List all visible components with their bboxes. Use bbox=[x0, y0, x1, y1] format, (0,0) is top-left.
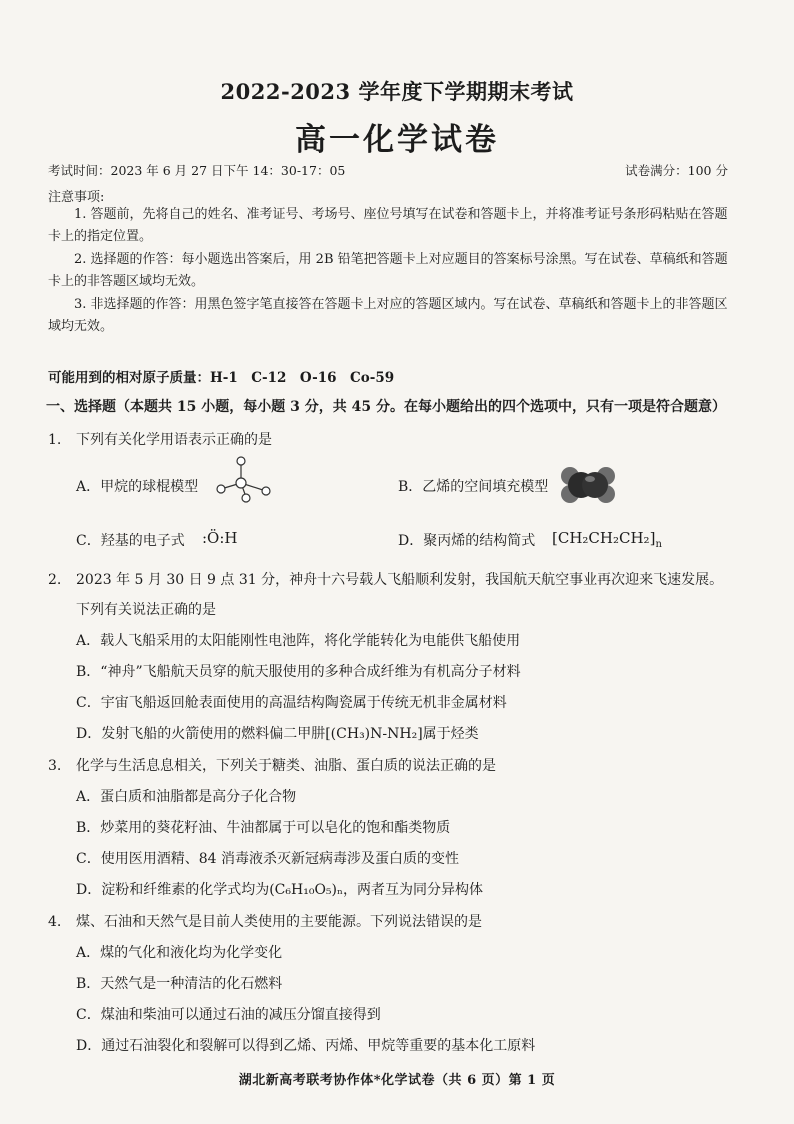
question-text: 煤、石油和天然气是目前人类使用的主要能源。下列说法错误的是 bbox=[76, 914, 482, 930]
question-4-option-a: A．煤的气化和液化均为化学变化 bbox=[76, 945, 283, 961]
question-text: 下列有关化学用语表示正确的是 bbox=[76, 432, 272, 448]
question-4-option-c: C．煤油和柴油可以通过石油的减压分馏直接得到 bbox=[76, 1007, 381, 1023]
question-1-option-a: A．甲烷的球棍模型 bbox=[76, 479, 199, 495]
question-3-stem bbox=[48, 755, 496, 775]
question-number: 3. bbox=[48, 758, 62, 774]
question-number: 1. bbox=[48, 432, 62, 448]
hydroxyl-electron-formula: :Ö:H bbox=[202, 529, 238, 547]
question-text: 2023 年 5 月 30 日 9 点 31 分，神舟十六号载人飞船顺利发射，我国航天航空事业再次迎来飞速发展。 bbox=[76, 572, 724, 588]
note-item-1: 1. 答题前，先将自己的姓名、准考证号、考场号、座位号填写在试卷和答题卡上，并将准考证号条形码粘贴在答题卡上的指定位置。 bbox=[48, 207, 728, 244]
question-2-option-c: C．宇宙飞船返回舱表面使用的高温结构陶瓷属于传统无机非金属材料 bbox=[76, 695, 507, 711]
question-2-option-b: B．“神舟”飞船航天员穿的航天服使用的多种合成纤维为有机高分子材料 bbox=[76, 664, 521, 680]
exam-year-title: 2022-2023 学年度下学期期末考试 bbox=[220, 79, 574, 104]
question-3-option-b: B．炒菜用的葵花籽油、牛油都属于可以皂化的饱和酯类物质 bbox=[76, 820, 451, 836]
question-2-stem bbox=[48, 569, 723, 589]
bracket-left: [ bbox=[552, 529, 558, 547]
question-1-option-d: D．聚丙烯的结构简式 bbox=[398, 533, 536, 549]
question-2-stem-line2: 下列有关说法正确的是 bbox=[76, 602, 216, 618]
full-score: 试卷满分：100 分 bbox=[625, 163, 728, 178]
question-1-option-b: B．乙烯的空间填充模型 bbox=[398, 479, 549, 495]
note-item-2: 2. 选择题的作答：每小题选出答案后，用 2B 铅笔把答题卡上对应题目的答案标号涂黑。写在试卷、草稿纸和答题卡上的非答题区域均无效。 bbox=[48, 252, 728, 289]
notes-title: 注意事项: bbox=[48, 190, 105, 205]
question-number: 2. bbox=[48, 572, 62, 588]
question-4-option-d: D．通过石油裂化和裂解可以得到乙烯、丙烯、甲烷等重要的基本化工原料 bbox=[76, 1038, 536, 1054]
question-1-stem bbox=[48, 429, 272, 449]
polypropylene-structure bbox=[552, 529, 662, 550]
question-3-option-d: D．淀粉和纤维素的化学式均为(C₆H₁₀O₅)ₙ，两者互为同分异构体 bbox=[76, 882, 484, 898]
polymer-unit: CH₂CH₂CH₂ bbox=[557, 529, 650, 547]
question-number: 4. bbox=[48, 914, 62, 930]
question-3-option-a: A．蛋白质和油脂都是高分子化合物 bbox=[76, 789, 297, 805]
methane-ball-stick-model bbox=[206, 455, 276, 505]
polymer-n: n bbox=[655, 539, 662, 550]
question-4-option-b: B．天然气是一种清洁的化石燃料 bbox=[76, 976, 283, 992]
exam-time: 考试时间：2023 年 6 月 27 日下午 14：30-17：05 bbox=[48, 163, 346, 178]
question-3-option-c: C．使用医用酒精、84 消毒液杀灭新冠病毒涉及蛋白质的变性 bbox=[76, 851, 459, 867]
atomic-masses: 可能用到的相对原子质量：H-1 C-12 O-16 Co-59 bbox=[48, 370, 395, 386]
question-2-option-d: D．发射飞船的火箭使用的燃料偏二甲肼[(CH₃)N-NH₂]属于烃类 bbox=[76, 726, 479, 742]
question-1-option-c: C．羟基的电子式 bbox=[76, 533, 185, 549]
note-item-3: 3. 非选择题的作答：用黑色签字笔直接答在答题卡上对应的答题区域内。写在试卷、草稿纸和答题卡上的非答题区域均无效。 bbox=[48, 297, 728, 334]
page-footer: 湖北新高考联考协作体*化学试卷（共 6 页）第 1 页 bbox=[238, 1073, 556, 1088]
question-4-stem bbox=[48, 911, 482, 931]
exam-subject-title: 高一化学试卷 bbox=[295, 122, 499, 158]
bracket-right: ] bbox=[649, 529, 656, 547]
ethylene-space-filling-model bbox=[556, 462, 620, 508]
section-one-heading: 一、选择题（本题共 15 小题，每小题 3 分，共 45 分。在每小题给出的四个选项中，只有一项是符合题意） bbox=[46, 399, 726, 415]
question-text: 化学与生活息息相关，下列关于糖类、油脂、蛋白质的说法正确的是 bbox=[76, 758, 496, 774]
question-2-option-a: A．载人飞船采用的太阳能刚性电池阵，将化学能转化为电能供飞船使用 bbox=[76, 633, 521, 649]
